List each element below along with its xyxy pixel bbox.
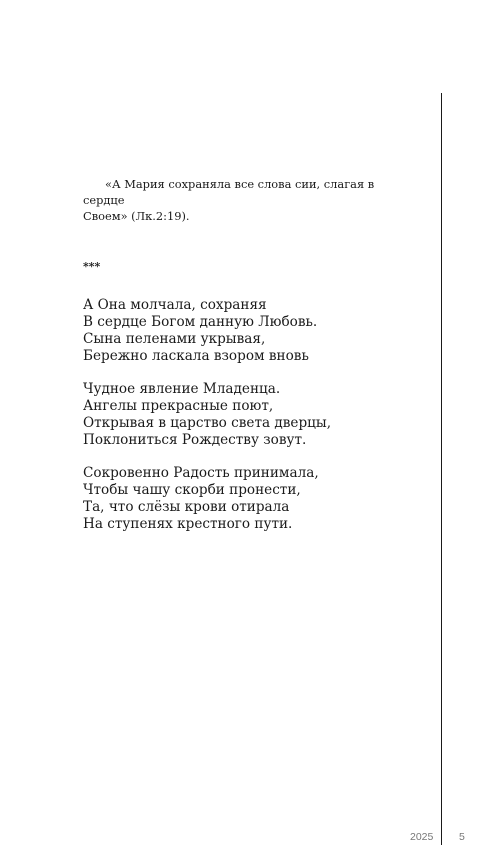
verse-line: Открывая в царство света дверцы, <box>83 415 332 431</box>
verse-line: Поклониться Рождеству зовут. <box>83 432 307 448</box>
epigraph-line-1: «А Мария сохраняла все слова сии, слагая в сердце <box>83 177 375 207</box>
verse-line: Сына пеленами укрывая, <box>83 331 266 347</box>
verse-line: Бережно ласкала взором вновь <box>83 348 309 364</box>
verse-line: А Она молчала, сохраняя <box>83 297 267 313</box>
stanza-2 <box>83 381 423 449</box>
page-number: 5 <box>459 831 465 843</box>
footer-year: 2025 <box>410 831 434 843</box>
verse-line: В сердце Богом данную Любовь. <box>83 314 318 330</box>
stanza-3 <box>83 465 423 533</box>
verse-line: Та, что слёзы крови отирала <box>83 499 290 515</box>
epigraph-line-2: Своем» (Лк.2:19). <box>83 209 190 223</box>
verse-line: Сокровенно Радость принимала, <box>83 465 319 481</box>
section-separator: *** <box>83 260 101 273</box>
verse-line: На ступенях крестного пути. <box>83 516 293 532</box>
vertical-rule <box>441 93 442 845</box>
verse-line: Чтобы чашу скорби пронести, <box>83 482 301 498</box>
stanza-1 <box>83 297 423 365</box>
verse-line: Чудное явление Младенца. <box>83 381 281 397</box>
epigraph <box>83 176 418 224</box>
verse-line: Ангелы прекрасные поют, <box>83 398 274 414</box>
